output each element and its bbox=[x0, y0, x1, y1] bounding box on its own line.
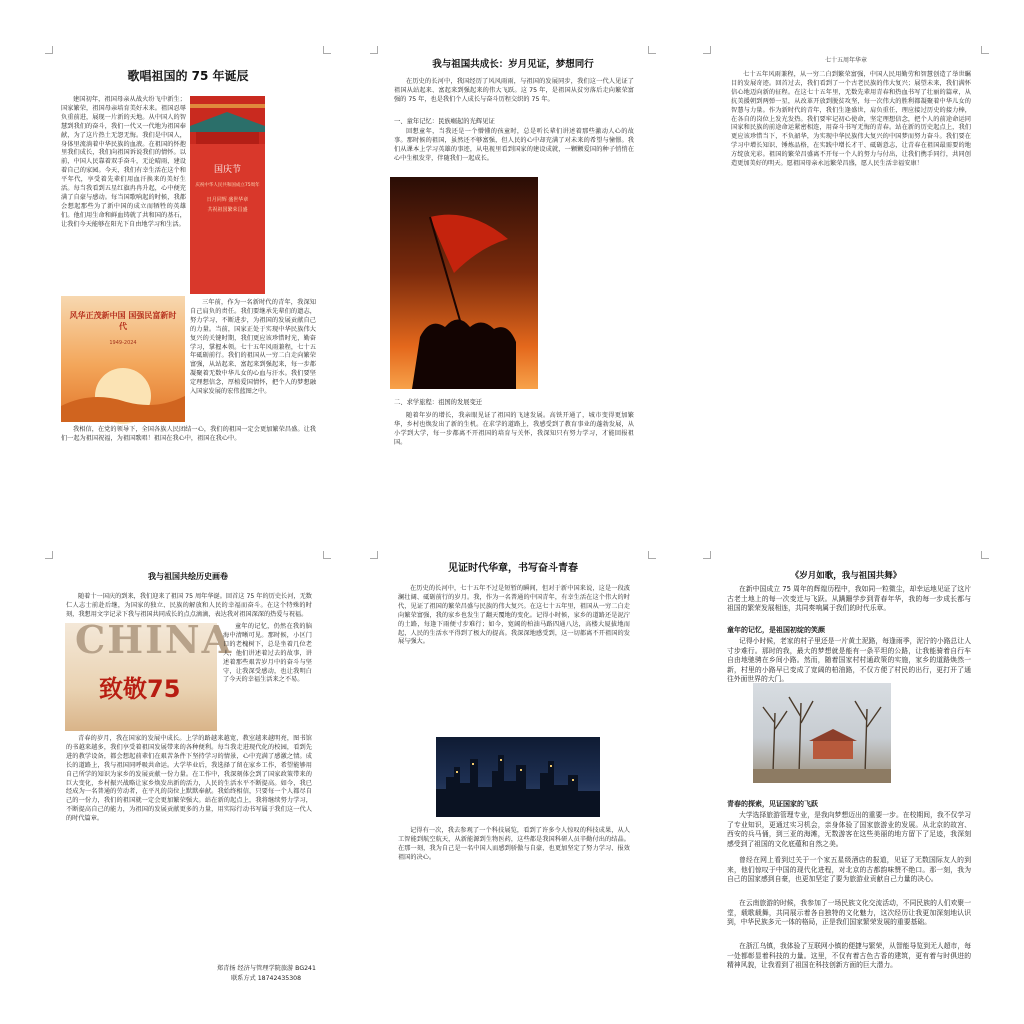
section-heading: 二、求学旅程：祖国的发展变迁 bbox=[394, 399, 483, 406]
crop-mark bbox=[323, 46, 331, 54]
poster-headline: 风华正茂新中国 国强民富新时代 bbox=[69, 311, 177, 331]
trees-icon bbox=[753, 683, 891, 783]
document-page-3 bbox=[697, 40, 995, 460]
document-page-6 bbox=[697, 545, 995, 1015]
page-title: 见证时代华章，书写奋斗青春 bbox=[448, 563, 578, 574]
section-heading: 童年的记忆，是祖国初绽的笑颜 bbox=[727, 626, 825, 634]
body-text: 青春的岁月，我在国家的发展中成长。上学的路越来越宽，教室越来越明亮，图书馆的书越来越多，我们享受着祖国发展带来的各种便利。每当我走进现代化的校园，看到先进的教学设备，都会想起前辈们在艰苦条件下坚持学习的情景，心中充满了感激之情。成长的道路上，我与祖国同呼吸共命运。大学毕业后，我选择了留在家乡工作，希望能够用自己所学的知识为家乡的发展贡献一份力量。在工作中，我深刻体会到了国家政策带来的巨大变化，乡村振兴战略让家乡焕发出新的活力，人民的生活水平不断提高。如今，我已经成为一名普通的劳动者，在平凡的岗位上默默奉献。我始终相信，只要每一个人都尽自己的一份力，我们的祖国就一定会更加繁荣强大。站在新的起点上，我将继续努力学习，不断提高自己的能力，为祖国的发展贡献更多的力量，用实际行动书写属于我们这一代人的时代篇章。 bbox=[66, 735, 312, 823]
crop-mark bbox=[703, 46, 711, 54]
body-text: 回想童年，当我还是一个懵懂的孩童时，总是听长辈们讲述着那些激动人心的故事。那时候的祖国，虽然还不够富强，但人民的心中却充满了对未来的希望与憧憬。我们从课本上学习英雄的事迹，从电视里看到国家的建设成就，一颗颗爱国的种子悄悄在心中生根发芽，伴随我们一起成长。 bbox=[394, 128, 634, 162]
body-text: 在浙江乌镇，我体验了互联网小镇的便捷与繁荣，从智能导览到无人超市，每一处都彰显着科技的力量。这里，不仅有着古色古香的建筑，更有着与时俱进的精神风貌，让我看到了祖国在科技创新方面的巨大潜力。 bbox=[727, 942, 971, 969]
sunrise-poster-image bbox=[61, 296, 185, 422]
crop-mark bbox=[45, 551, 53, 559]
poster-line: 庆祝中华人民共和国成立75周年 bbox=[195, 183, 260, 188]
section-heading: 青春的探索，见证国家的飞跃 bbox=[727, 800, 818, 808]
body-text: 我相信，在党的领导下，全国各族人民团结一心，我们的祖国一定会更加繁荣昌盛。让我们一起为祖国祝福，为祖国歌唱！祖国在我心中，祖国在我心中。 bbox=[61, 426, 316, 442]
poster-line: 日月同辉 盛世华章 bbox=[206, 197, 249, 203]
page-title: 歌唱祖国的 75 年诞辰 bbox=[127, 69, 249, 83]
crop-mark bbox=[648, 46, 656, 54]
page-title: 《岁月如歌，我与祖国共舞》 bbox=[790, 571, 902, 581]
palace-roof-icon bbox=[190, 96, 265, 294]
poster-big-text: 致敬75 bbox=[99, 675, 181, 703]
crop-mark bbox=[648, 551, 656, 559]
section-heading: 一、童年记忆：民族崛起的光辉见证 bbox=[394, 118, 495, 125]
page-title: 我与祖国共绘历史画卷 bbox=[148, 572, 228, 581]
china-75-poster-image bbox=[65, 617, 234, 731]
document-page-1 bbox=[39, 40, 337, 460]
body-text: 记得小时候，老家的村子里还是一片黄土泥路，每逢雨季，泥泞的小路总让人寸步难行。那时的我，最大的梦想就是能有一条平坦的公路，让我能骑着自行车自由地驰骋在乡间小路。然而，随着国家村村通政策的实施，家乡的道路焕然一新，村里的小路早已变成了宽阔的柏油路，不仅方便了村民的出行，更打开了通往外面世界的大门。 bbox=[727, 637, 971, 683]
document-page-4 bbox=[39, 545, 337, 1015]
running-header: 七十五周年华章 bbox=[824, 57, 867, 64]
body-text: 随着年岁的增长，我亲眼见证了祖国的飞速发展。高铁开通了，城市变得更加繁华，乡村也焕发出了新的生机。在求学的道路上，我感受到了教育事业的蓬勃发展，从小学到大学，每一步都离不开祖国的培育与关怀，我深知只有努力学习，才能回报祖国。 bbox=[394, 412, 634, 446]
body-text: 三年前，作为一名新时代的青年，我深知自己肩负的责任。我们要继承先辈们的遗志，努力学习，不断进步，为祖国的发展贡献自己的力量。当前，国家正处于实现中华民族伟大复兴的关键时期，我们更应该珍惜时光，勤奋学习，掌握本领。七十五年风雨兼程，七十五年砥砺前行。我们的祖国从一穷二白走向繁荣富强，从站起来、富起来到强起来，每一步都凝聚着无数中华儿女的心血与汗水。我们要坚定理想信念，厚植爱国情怀，把个人的梦想融入国家发展的宏伟蓝图之中。 bbox=[190, 299, 316, 396]
body-text: 七十五年风雨兼程，从一穷二白到繁荣富强，中国人民用勤劳和智慧创造了举世瞩目的发展奇迹。回首过去，我们看到了一个古老民族的伟大复兴；展望未来，我们满怀信心地迈向新的征程。在这七十五年里，无数先辈用青春和热血书写了壮丽的篇章，从抗美援朝到两弹一星，从改革开放到脱贫攻坚，每一次伟大的胜利都凝聚着中华儿女的智慧与力量。作为新时代的青年，我们生逢盛世，肩负重任，理应接过历史的接力棒，在各自的岗位上发光发热。我们要牢记初心使命，坚定理想信念，把个人的前途命运同国家和民族的前途命运紧密相连，用奋斗书写无悔的青春。站在新的历史起点上，我们更应该珍惜当下，不负韶华，为实现中华民族伟大复兴的中国梦而努力奋斗。我们要在学习中增长知识、锤炼品格，在实践中增长才干、砥砺意志，让青春在祖国最需要的地方绽放光彩。祖国的繁荣昌盛离不开每一个人的努力与付出，让我们携手同行，共同创造更加美好的明天。愿祖国母亲永远繁荣昌盛，愿人民生活幸福安康！ bbox=[731, 71, 971, 168]
document-page-5 bbox=[364, 545, 662, 1015]
crop-mark bbox=[323, 551, 331, 559]
village-trees-photo bbox=[753, 683, 891, 783]
document-page-2 bbox=[364, 40, 662, 460]
flag-silhouette-icon bbox=[390, 177, 538, 389]
intro-text: 在新中国成立 75 周年的辉煌历程中，我如同一粒微尘，却幸运地见证了这片古老土地上的每一次变迁与飞跃。从蹒跚学步到青春年华，我的每一步成长都与祖国的繁荣发展相连，共同奏响属于我们的时代乐章。 bbox=[727, 585, 971, 612]
body-text: 在历史的长河中，七十五年不过是短暂的瞬间，但对于新中国来说，这是一段波澜壮阔、砥砺前行的岁月。我，作为一名普通的中国青年，有幸生活在这个伟大的时代，见证了祖国的繁荣昌盛与民族的伟大复兴。在这七十五年里，祖国从一穷二白走向繁荣富强，我的家乡也发生了翻天覆地的变化。记得小时候，家乡的道路还是泥泞的土路，每逢下雨便寸步难行；如今，宽阔的柏油马路四通八达，高楼大厦拔地而起，人民的生活水平得到了极大的提高。我深深地感受到，这一切都离不开祖国的发展与强大。 bbox=[398, 585, 630, 646]
body-text: 在云南旅游的时候，我参加了一场民族文化交流活动，不同民族的人们欢聚一堂，载歌载舞，共同展示着各自独特的文化魅力，这次经历让我更加深刻地认识到，中华民族多元一体的格局，正是我们国家繁荣发展的重要基础。 bbox=[727, 899, 971, 926]
crop-mark bbox=[370, 46, 378, 54]
crop-mark bbox=[370, 551, 378, 559]
skyline-icon bbox=[436, 737, 600, 817]
poster-years: 1949-2024 bbox=[109, 340, 137, 346]
author-signature: 郑青扬 经济与管理学院旅游 BG241 bbox=[217, 965, 316, 972]
intro-text: 随着十一国庆的到来，我们迎来了祖国 75 周年华诞。回首这 75 年的历史长河，无数仁人志士前赴后继，为国家的独立、民族的解放和人民的幸福而奋斗。在这个特殊的时刻，我想用文字记录下我与祖国共同成长的点点滴滴，表达我对祖国深深的热爱与祝福。 bbox=[66, 593, 312, 618]
intro-text: 在历史的长河中，我国经历了风风雨雨，与祖国的发展同步，我们这一代人见证了祖国从站起来、富起来到强起来的伟大飞跃。这 75 年，是祖国从贫穷落后走向繁荣富强的 75 年，也是我们个人成长与奋斗历程交织的 75 年。 bbox=[394, 78, 634, 103]
city-night-skyline-image bbox=[436, 737, 600, 817]
body-text: 大学选择旅游管理专业，是我向梦想迈出的重要一步。在校期间，我不仅学习了专业知识，更通过实习机会，亲身体验了国家旅游业的发展。从北京的故宫、西安的兵马俑，到三亚的海滩，无数游客在这些美丽的地方留下了足迹，我深刻感受到了祖国的文化底蕴和自然之美。 bbox=[727, 811, 971, 848]
crop-mark bbox=[703, 551, 711, 559]
crop-mark bbox=[981, 46, 989, 54]
page-title: 我与祖国共成长：岁月见证，梦想同行 bbox=[432, 59, 594, 70]
flag-raising-silhouette-image bbox=[390, 177, 538, 389]
national-day-poster-image bbox=[190, 96, 265, 294]
body-text: 建国初年，祖国母亲从战火纷飞中新生；国家繁荣，祖国母亲培育美好未来。祖国忍辱负重前进，展现一片新的天地。从中国人的智慧到我们的奋斗，我们一代又一代地为祖国奉献，为了这片热土无怨无悔。我们是中国人，身体里流淌着中华民族的血液。在祖国的怀抱里我们成长，我们向祖国诉说我们的情怀。以前，中国人民靠着双手奋斗，无论晴雨，建设着自己的家园。今天，我们有幸生活在这个和平年代，享受着先辈们用血汗换来的美好生活。每当我看到五星红旗冉冉升起，心中便充满了自豪与感动。每当国歌响起的时候，我都会想起那些为了新中国的成立而牺牲的英雄们。他们用生命和鲜血铸就了共和国的基石，让我们今天能够在阳光下自由地学习和生活。 bbox=[61, 96, 186, 228]
crop-mark bbox=[45, 46, 53, 54]
body-text: 曾经在网上看到过关于一个家五星级酒店的报道，见证了无数国际友人的到来，他们惊叹于中国的现代化进程，对北京的古都韵味赞不绝口。那一刻，我为自己的国家感到自豪，也更加坚定了要为旅游业贡献自己力量的决心。 bbox=[727, 856, 971, 883]
crop-mark bbox=[981, 551, 989, 559]
author-contact: 联系方式 18742435308 bbox=[231, 975, 302, 982]
body-text: 记得有一次，我去参观了一个科技展览，看到了许多令人惊叹的科技成果，从人工智能到航空航天，从新能源到生物医药，这些都是我国科研人员辛勤付出的结晶。在那一刻，我为自己是一名中国人而感到骄傲与自豪，也更加坚定了努力学习、报效祖国的决心。 bbox=[398, 827, 630, 861]
poster-title: 国庆节 bbox=[213, 165, 241, 175]
poster-word: CHINA bbox=[75, 617, 234, 662]
poster-line: 共祝祖国繁荣昌盛 bbox=[207, 207, 248, 213]
body-text: 童年的记忆，仍然在我的脑海中清晰可见。那时候，小区门口的老槐树下，总是坐着几位老人，他们讲述着过去的故事，讲述着那些艰苦岁月中的奋斗与坚守，让我深受感动，也让我明白了今天的幸福生活来之不易。 bbox=[223, 623, 312, 684]
